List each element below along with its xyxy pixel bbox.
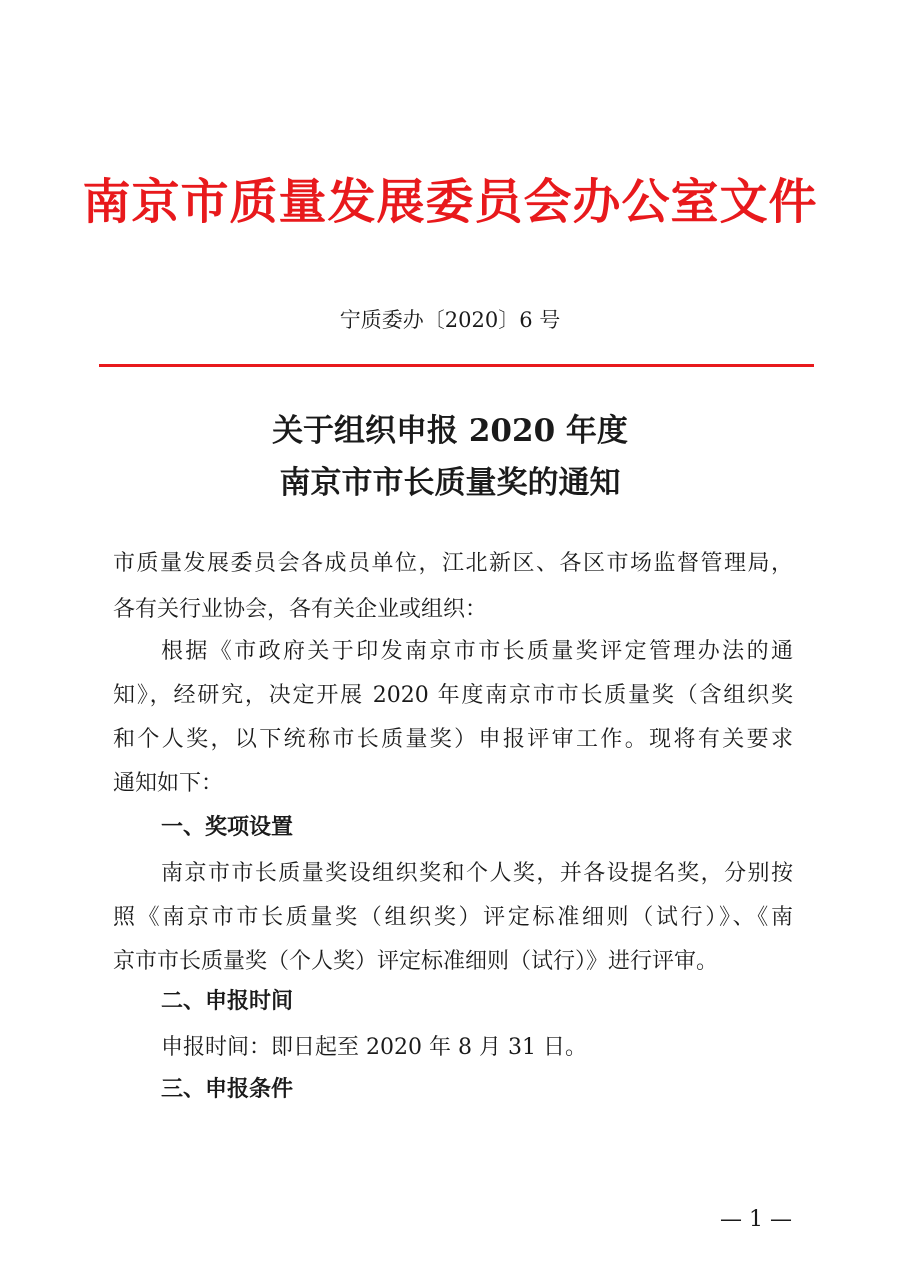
recipients-line-2: 各有关行业协会，各有关企业或组织： (113, 597, 488, 622)
notice-title-line-2: 南京市市长质量奖的通知 (279, 465, 621, 501)
recipients-line-1: 市质量发展委员会各成员单位，江北新区、各区市场监督管理局， (113, 551, 793, 576)
red-divider-line (99, 364, 814, 367)
awards-line-1: 南京市市长质量奖设组织奖和个人奖，并各设提名奖，分别按 (161, 861, 793, 886)
intro-line-2: 知》，经研究，决定开展 2020 年度南京市市长质量奖（含组织奖 (113, 683, 793, 708)
notice-title-line-1: 关于组织申报 2020 年度 (272, 413, 628, 449)
intro-line-4: 通知如下： (113, 771, 224, 796)
timing-line-1: 申报时间：即日起至 2020 年 8 月 31 日。 (161, 1035, 587, 1060)
document-header-title: 南京市质量发展委员会办公室文件 (82, 174, 818, 230)
intro-line-1: 根据《市政府关于印发南京市市长质量奖评定管理办法的通 (161, 639, 793, 664)
awards-line-2: 照《南京市市长质量奖（组织奖）评定标准细则（试行）》、《南 (113, 905, 793, 930)
document-number: 宁质委办〔2020〕6 号 (339, 308, 561, 332)
section-heading-conditions: 三、申报条件 (161, 1077, 294, 1102)
intro-line-3: 和个人奖，以下统称市长质量奖）申报评审工作。现将有关要求 (113, 727, 793, 752)
section-heading-timing: 二、申报时间 (161, 989, 294, 1014)
awards-line-3: 京市市长质量奖（个人奖）评定标准细则（试行）》进行评审。 (113, 949, 719, 974)
page-number: — 1 — (720, 1207, 792, 1232)
section-heading-awards: 一、奖项设置 (161, 815, 294, 840)
